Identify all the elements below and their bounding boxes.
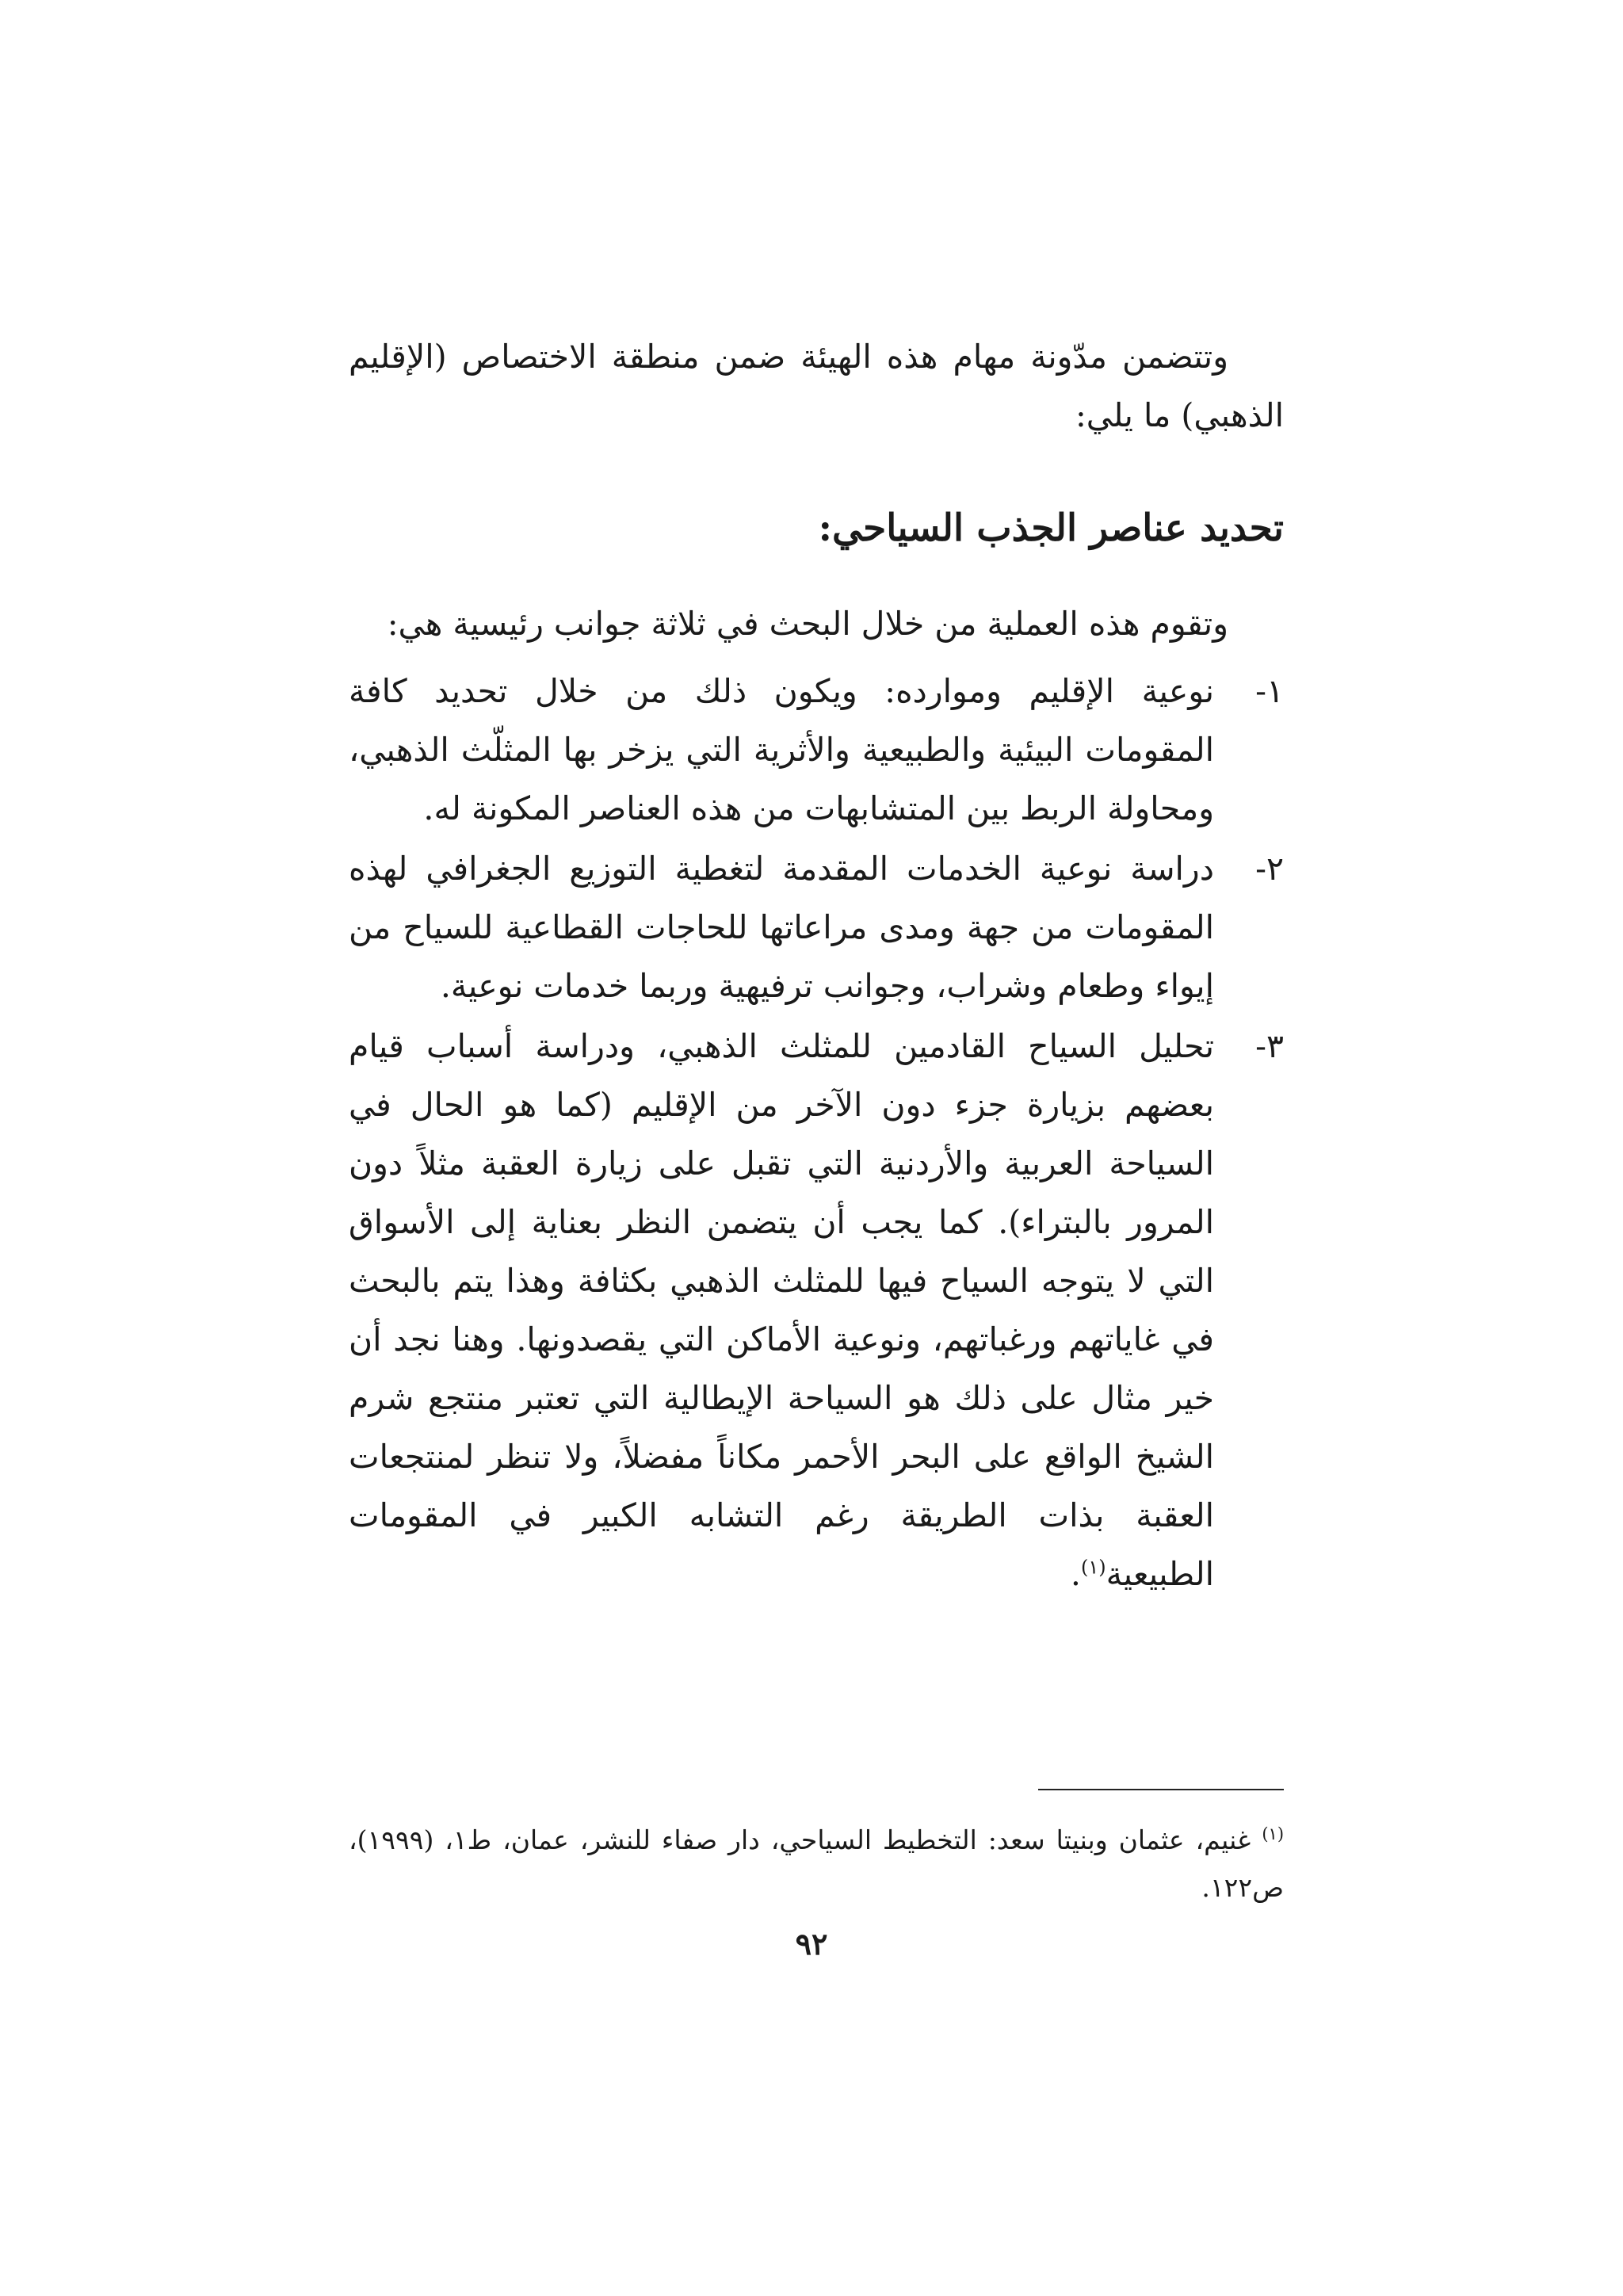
list-item-number: ٢-: [1255, 850, 1284, 888]
footnote-reference[interactable]: (١): [1080, 1556, 1106, 1579]
list-item: [349, 839, 1284, 1015]
list-item-number: ١-: [1255, 672, 1284, 710]
intro-paragraph: وتتضمن مدّونة مهام هذه الهيئة ضمن منطقة الاختصاص (الإقليم الذهبي) ما يلي:: [349, 338, 1284, 434]
footnote-text: غنيم، عثمان وبنيتا سعد: التخطيط السياحي، دار صفاء للنشر، عمان، ط١، (١٩٩٩)، ص١٢٢.: [349, 1824, 1284, 1903]
list-item: [349, 662, 1284, 838]
list-item-text: نوعية الإقليم وموارده: ويكون ذلك من خلال تحديد كافة المقومات البيئية والطبيعية والأثرية التي يزخر بها المثلّث الذهبي، ومحاولة الربط بين المتشابهات من هذه العناصر المكونة له.: [349, 672, 1214, 827]
list-item-text: دراسة نوعية الخدمات المقدمة لتغطية التوزيع الجغرافي لهذه المقومات من جهة ومدى مراعاتها للحاجات القطاعية للسياح من إيواء وطعام وشراب، وجوانب ترفيهية وربما خدمات نوعية.: [349, 850, 1214, 1005]
footnote-marker: (١): [1262, 1824, 1285, 1843]
list-item-text: تحليل السياح القادمين للمثلث الذهبي، ودراسة أسباب قيام بعضهم بزيارة جزء دون الآخر من الإقليم (كما هو الحال في السياحة العربية والأردنية التي تقبل على زيارة العقبة مثلاً دون المرور بالبتراء). كما يجب أن يتضمن النظر بعناية إلى الأسواق التي لا يتوجه السياح فيها للمثلث الذهبي بكثافة وهذا يتم بالبحث في غاياتهم ورغباتهم، ونوعية الأماكن التي يقصدونها. وهنا نجد أن خير مثال على ذلك هو السياحة الإيطالية التي تعتبر منتجع شرم الشيخ الواقع على البحر الأحمر مكاناً مفضلاً، ولا تنظر لمنتجعات العقبة بذات الطريقة رغم التشابه الكبير في المقومات الطبيعية: [349, 1027, 1214, 1593]
page-number: ٩٢: [795, 1926, 828, 1962]
list-item-number: ٣-: [1255, 1027, 1284, 1065]
footnote: [349, 1817, 1284, 1912]
footnote-separator: [1038, 1789, 1284, 1790]
subintro-paragraph: وتقوم هذه العملية من خلال البحث في ثلاثة جوانب رئيسية هي:: [387, 605, 1228, 643]
numbered-list: [349, 662, 1284, 1605]
list-item: [349, 1017, 1284, 1603]
list-item-text-end: .: [1070, 1555, 1081, 1593]
section-heading: تحديد عناصر الجذب السياحي:: [818, 506, 1284, 550]
